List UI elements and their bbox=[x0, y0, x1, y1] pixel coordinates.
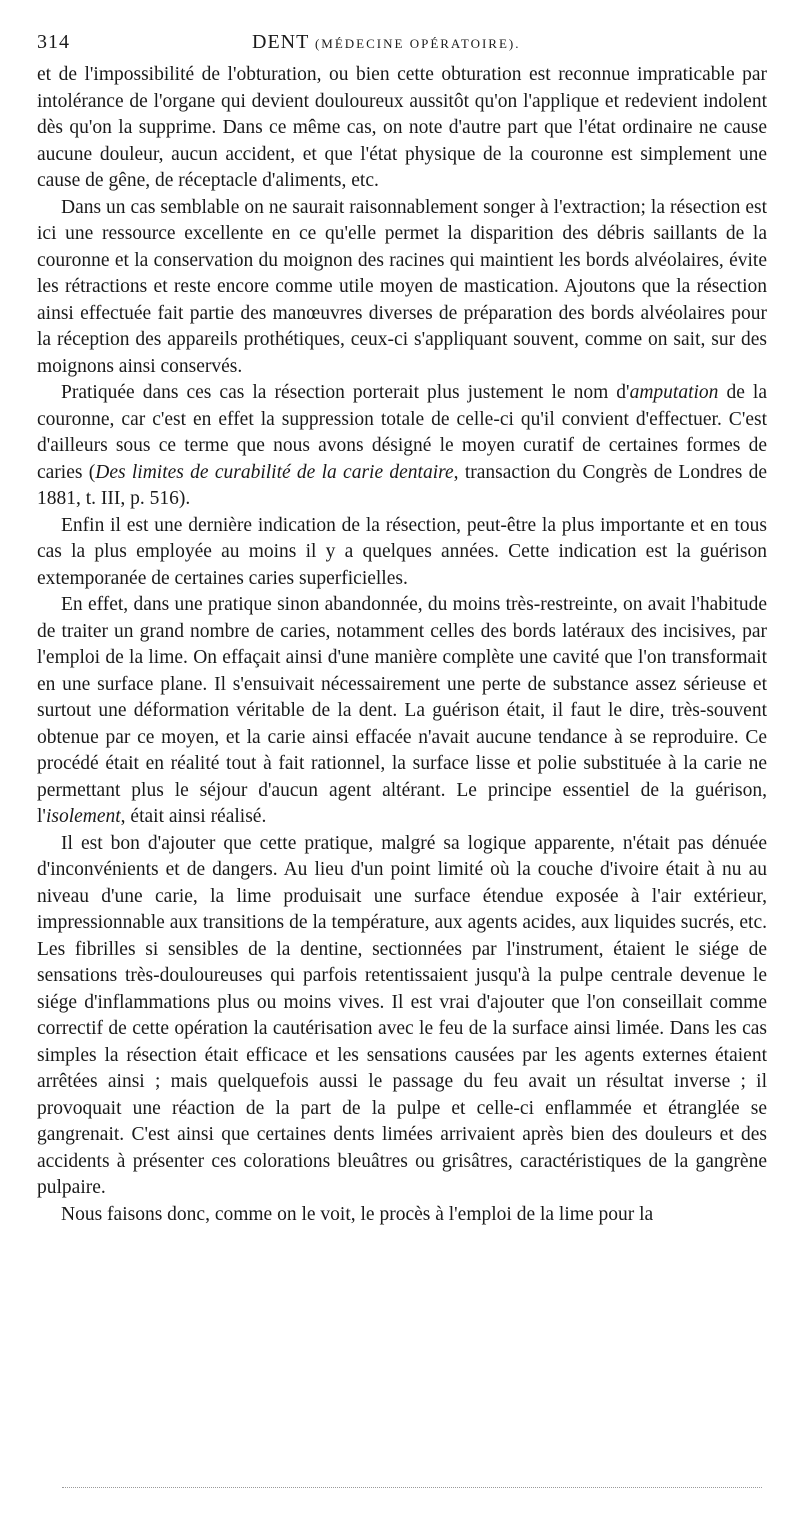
paragraph-5-text-2: , était ainsi réalisé. bbox=[120, 806, 267, 827]
paragraph-3-text-1: Pratiquée dans ces cas la résection porterait plus justement le nom d' bbox=[61, 382, 630, 403]
paragraph-3-text-3: , transaction du Congrès de Londres de 1881, t. III, p. 516). bbox=[37, 461, 767, 509]
paragraph-6: Il est bon d'ajouter que cette pratique, malgré sa logique apparente, n'était pas dénuée d'inconvénients et de dangers. Au lieu d'un point limité où la couche d'ivoire était à nu au niveau d'une carie, la lime produisait une surface étendue exposée à l'air extérieur, impressionnable aux transitions de la température, aux agents acides, aux liquides sucrés, etc. Les fibrilles si sensibles de la dentine, sectionnées par l'instrument, étaient le siége de sensations très-douloureuses qui parfois retentissaient jusqu'à la pulpe centrale devenue le siége d'inflammations plus ou moins vives. Il est vrai d'ajouter que l'on conseillait comme correctif de cette opération la cautérisation avec le feu de la surface ainsi limée. Dans les cas simples la résection était efficace et les sensations causées par les agents externes étaient arrêtées ainsi ; mais quelquefois aussi le passage du feu avait un résultat inverse ; il provoquait une réaction de la part de la pulpe et celle-ci enflammée et étranglée se gangrenait. C'est ainsi que certaines dents limées arrivaient après bien des douleurs et des accidents à présenter ces colorations bleuâtres ou grisâtres, caractéristiques de la gangrène pulpaire. bbox=[37, 832, 767, 1198]
paragraph-5-italic-1: isolement bbox=[45, 806, 121, 827]
paragraph-7: Nous faisons donc, comme on le voit, le procès à l'emploi de la lime pour la bbox=[61, 1203, 654, 1225]
running-head bbox=[252, 28, 521, 58]
footer-dotted-rule bbox=[62, 1487, 762, 1488]
paragraph-5-text-1: En effet, dans une pratique sinon abandonnée, du moins très-restreinte, on avait l'habitude de traiter un grand nombre de caries, notamment celles des bords latéraux des incisives, par l'emploi de la lime. On effaçait ainsi d'une manière complète une cavité que l'on transformait en une surface plane. Il s'ensuivait nécessairement une perte de substance assez sérieuse et surtout une déformation véritable de la dent. La guérison était, il faut le dire, très-souvent obtenue par ce moyen, et la carie ainsi effacée n'avait aucune tendance à se reproduire. Ce procédé était en réalité tout à fait rationnel, la surface lisse et polie substituée à la carie ne permettant plus le séjour d'aucun agent altérant. Le principe essentiel de la guérison, l' bbox=[37, 594, 767, 827]
paragraph-3-italic-1: amputation bbox=[629, 382, 719, 403]
paragraph-4: Enfin il est une dernière indication de la résection, peut-être la plus importante et en tous cas la plus employée au moins il y a quelques années. Cette indication est la guérison extemporanée de certaines caries superficielles. bbox=[37, 514, 767, 589]
paragraph-3 bbox=[37, 380, 767, 513]
running-head-subtitle: (MÉDECINE OPÉRATOIRE). bbox=[314, 36, 521, 51]
document-page bbox=[37, 28, 767, 1228]
paragraph-3-text-2: de la couronne, car c'est en effet la suppression totale de celle-ci qu'il convient d'effectuer. C'est d'ailleurs sous ce terme que nous avons désigné le moyen curatif de certaines formes de caries ( bbox=[37, 382, 767, 483]
page-number: 314 bbox=[37, 31, 70, 53]
page-header bbox=[37, 28, 767, 56]
running-head-title: DENT bbox=[252, 31, 309, 53]
paragraph-3-italic-2: Des limites de curabilité de la carie dentaire bbox=[95, 461, 454, 483]
paragraph-5 bbox=[37, 592, 767, 831]
paragraph-2: Dans un cas semblable on ne saurait raisonnablement songer à l'extraction; la résection est ici une ressource excellente en ce qu'elle permet la disparition des débris saillants de la couronne et la conservation du moignon des racines qui maintient les bords alvéolaires, évite les rétractions et reste encore comme utile moyen de mastication. Ajoutons que la résection ainsi effectuée fait partie des manœuvres diverses de préparation des bords alvéolaires pour la réception des appareils prothétiques, ceux-ci s'appliquant souvent, comme on sait, sur des moignons ainsi conservés. bbox=[37, 196, 767, 377]
paragraph-1: et de l'impossibilité de l'obturation, ou bien cette obturation est reconnue impraticable par intolérance de l'organe qui devient douloureux aussitôt qu'on l'applique et redevient indolent dès qu'on la supprime. Dans ce même cas, on note d'autre part que l'état ordinaire ne cause aucune douleur, aucun accident, et que l'état physique de la couronne est simplement une cause de gêne, de réceptacle d'aliments, etc. bbox=[37, 64, 767, 191]
